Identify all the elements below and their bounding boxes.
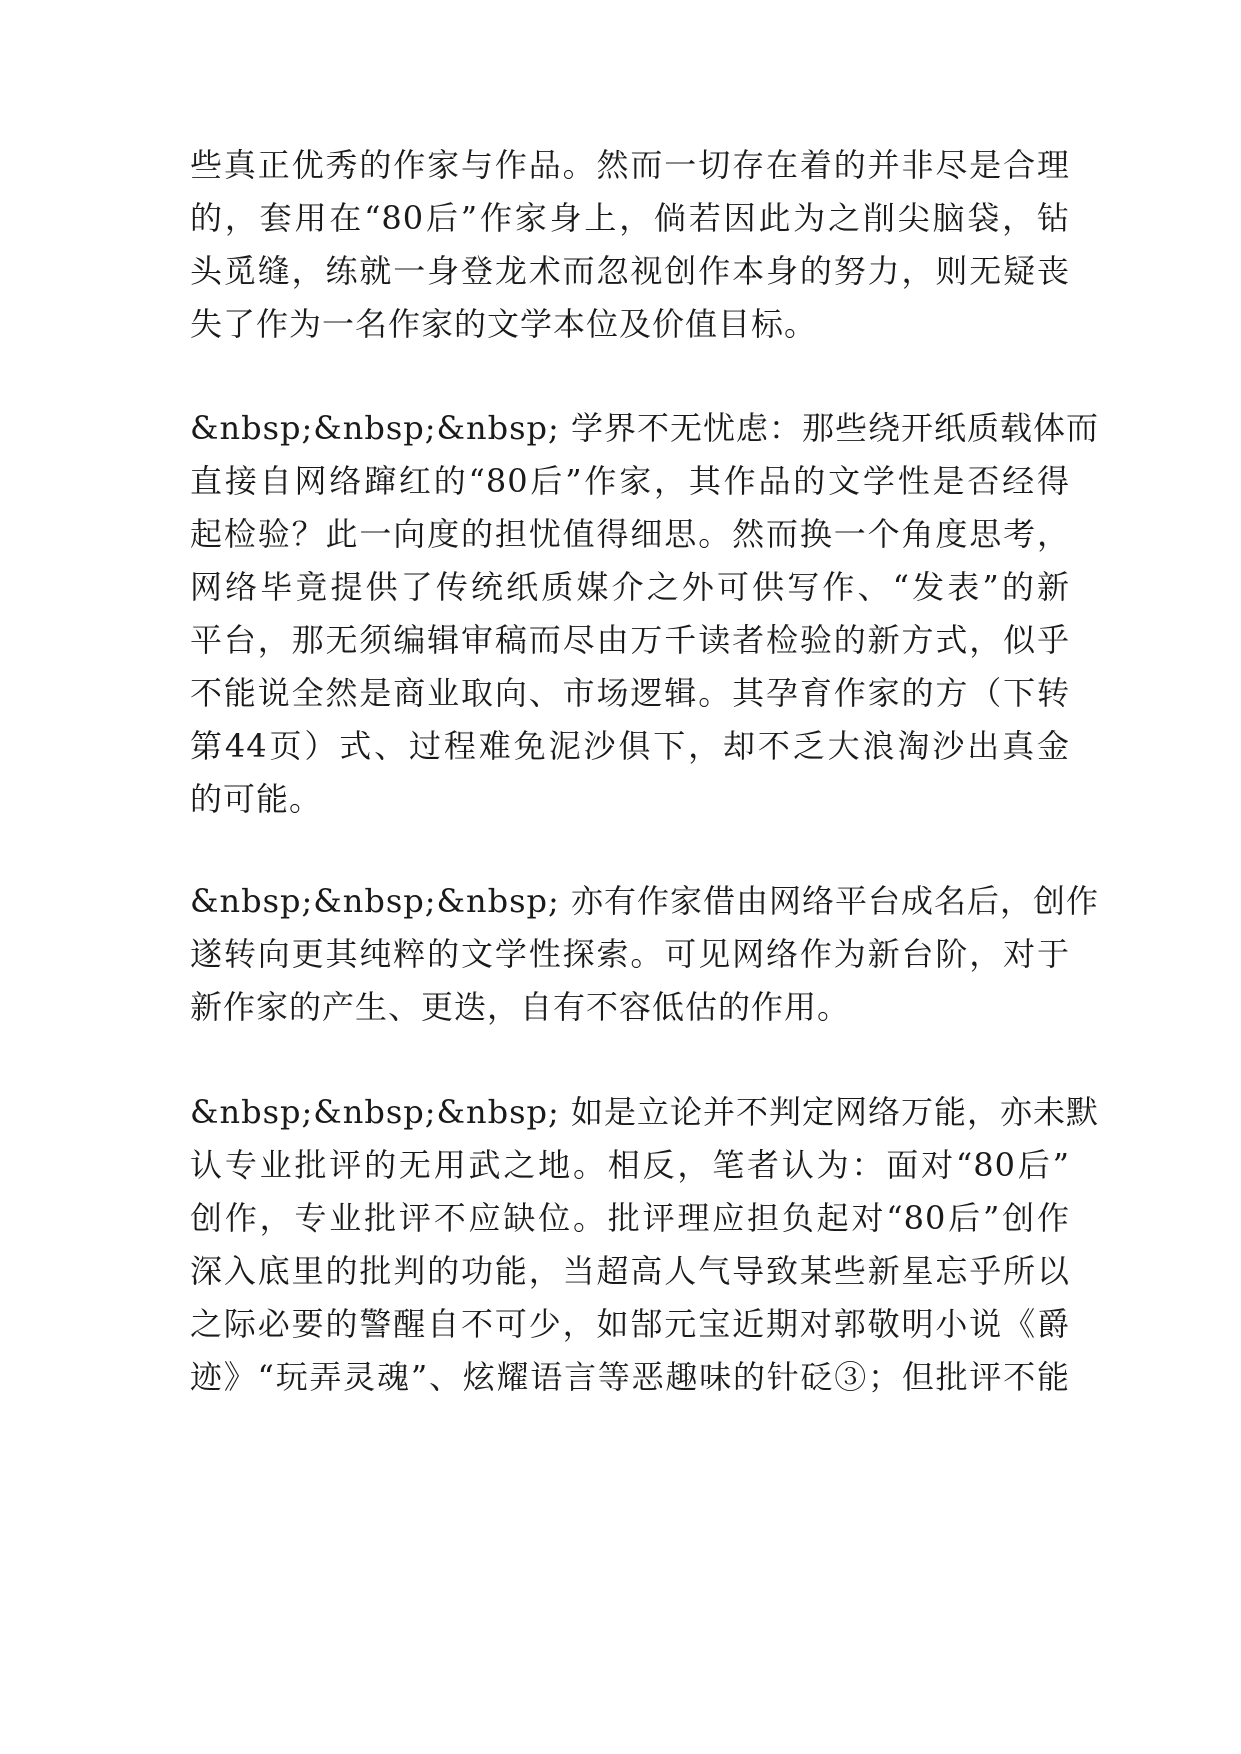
text-line: 迹》“玩弄灵魂”、炫耀语言等恶趣味的针砭③；但批评不能 (190, 1358, 1070, 1396)
text-line: 之际必要的警醒自不可少，如郜元宝近期对郭敬明小说《爵 (190, 1305, 1070, 1343)
text-line: 头觅缝，练就一身登龙术而忽视创作本身的努力，则无疑丧 (190, 252, 1070, 290)
text-line: 不能说全然是商业取向、市场逻辑。其孕育作家的方（下转 (190, 674, 1070, 712)
text-line: 些真正优秀的作家与作品。然而一切存在着的并非尽是合理 (190, 146, 1070, 184)
text-line: &nbsp;&nbsp;&nbsp; 如是立论并不判定网络万能，亦未默 (190, 1093, 1099, 1131)
text-line: 遂转向更其纯粹的文学性探索。可见网络作为新台阶，对于 (190, 935, 1070, 973)
text-line: 新作家的产生、更迭，自有不容低估的作用。 (190, 988, 851, 1026)
text-line: 创作，专业批评不应缺位。批评理应担负起对“80后”创作 (190, 1199, 1070, 1237)
text-line: &nbsp;&nbsp;&nbsp; 学界不无忧虑：那些绕开纸质载体而 (190, 409, 1099, 447)
text-line: 网络毕竟提供了传统纸质媒介之外可供写作、“发表”的新 (190, 568, 1070, 606)
text-line: 平台，那无须编辑审稿而尽由万千读者检验的新方式，似乎 (190, 621, 1070, 659)
text-line: 失了作为一名作家的文学本位及价值目标。 (190, 305, 818, 343)
text-line: &nbsp;&nbsp;&nbsp; 亦有作家借由网络平台成名后，创作 (190, 882, 1099, 920)
text-line: 的可能。 (190, 780, 323, 818)
text-line: 起检验？此一向度的担忧值得细思。然而换一个角度思考， (190, 515, 1070, 553)
text-line: 认专业批评的无用武之地。相反，笔者认为：面对“80后” (190, 1146, 1070, 1184)
text-line: 第44页）式、过程难免泥沙俱下，却不乏大浪淘沙出真金 (190, 727, 1070, 765)
text-line: 的，套用在“80后”作家身上，倘若因此为之削尖脑袋，钻 (190, 199, 1070, 237)
text-line: 深入底里的批判的功能，当超高人气导致某些新星忘乎所以 (190, 1252, 1070, 1290)
text-line: 直接自网络蹿红的“80后”作家，其作品的文学性是否经得 (190, 462, 1070, 500)
